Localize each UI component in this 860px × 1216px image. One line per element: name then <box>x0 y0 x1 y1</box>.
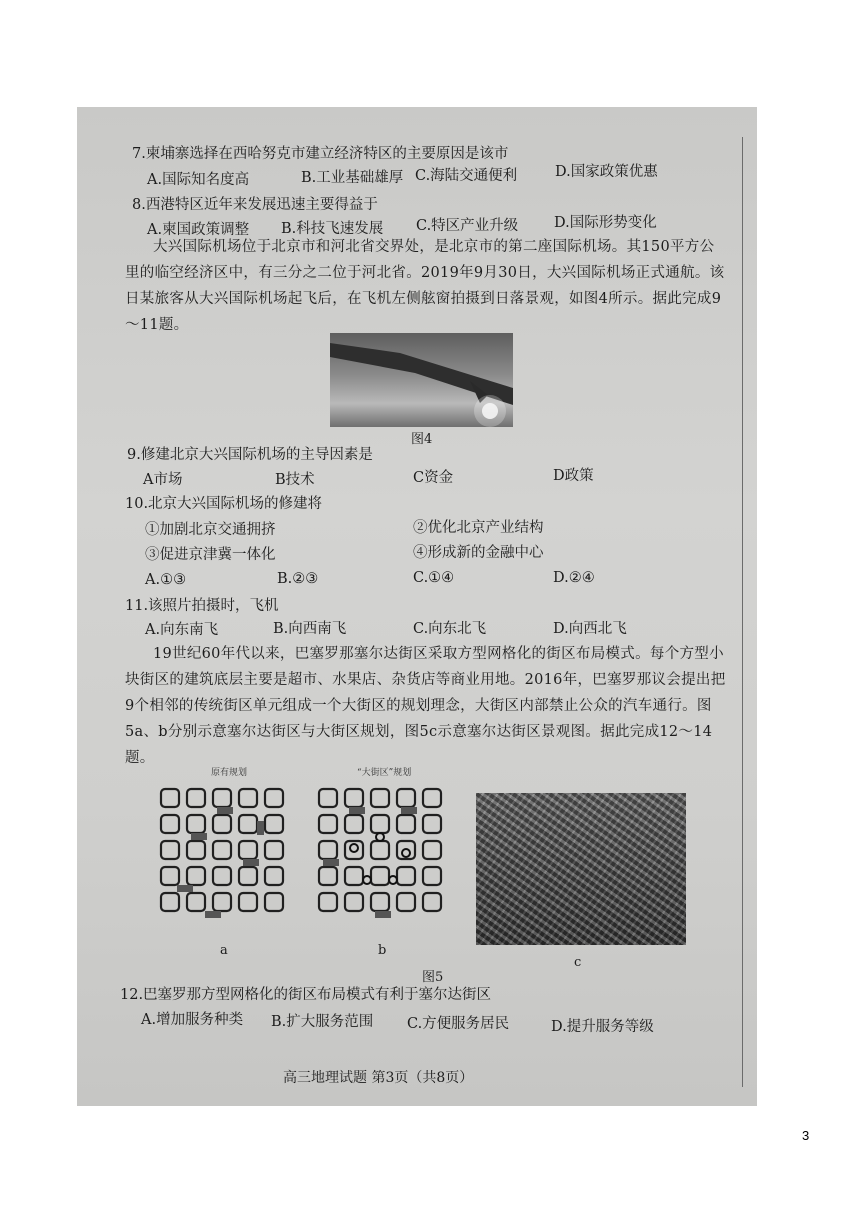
figure5b-superblock-diagram <box>315 785 450 920</box>
q10-option-d: D.②④ <box>553 570 595 586</box>
figure5a-grid-diagram <box>157 785 292 920</box>
q11-option-a: A.向东南飞 <box>145 622 219 638</box>
figure5c-aerial-photo <box>476 793 686 945</box>
page-number: 3 <box>802 1128 810 1143</box>
figure5a-label: a <box>220 943 228 958</box>
q10-statement-4: ④形成新的金融中心 <box>413 545 544 561</box>
q7-option-b: B.工业基础雄厚 <box>301 170 404 186</box>
figure5-caption: 图5 <box>422 970 444 985</box>
q11-option-c: C.向东北飞 <box>413 621 487 637</box>
q9-option-c: C资金 <box>413 470 454 486</box>
q9-option-b: B技术 <box>275 472 315 488</box>
q10-statement-1: ①加剧北京交通拥挤 <box>145 522 276 538</box>
q9-option-a: A市场 <box>143 472 183 488</box>
figure5c-label: c <box>574 955 582 970</box>
q7-stem: 7.柬埔寨选择在西哈努克市建立经济特区的主要原因是该市 <box>132 146 509 162</box>
figure5a-title: 原有规划 <box>211 768 248 778</box>
passage-barcelona: 19世纪60年代以来，巴塞罗那塞尔达街区采取方型网格化的街区布局模式。每个方型小块街区的建筑底层主要是超市、水果店、杂货店等商业用地。2016年，巴塞罗那议会提出把9个相邻的传统街区单元组成一个大街区的规划理念，大街区内部禁止公众的汽车通行。图5a、b分别示意塞尔达街区与大街区规划，图5c示意塞尔达街区景观图。据此完成12～14题。 <box>125 646 726 766</box>
q10-statement-3: ③促进京津冀一体化 <box>145 547 276 563</box>
figure5b-title: “大街区”规划 <box>357 768 412 778</box>
q12-option-a: A.增加服务种类 <box>141 1012 244 1028</box>
q11-stem: 11.该照片拍摄时，飞机 <box>125 598 279 614</box>
q9-stem: 9.修建北京大兴国际机场的主导因素是 <box>127 447 373 463</box>
q12-option-b: B.扩大服务范围 <box>271 1014 374 1030</box>
q10-option-c: C.①④ <box>413 570 455 586</box>
q12-option-d: D.提升服务等级 <box>551 1019 654 1035</box>
q7-option-a: A.国际知名度高 <box>147 172 250 188</box>
figure4-caption: 图4 <box>411 432 433 447</box>
q10-stem: 10.北京大兴国际机场的修建将 <box>125 496 323 512</box>
q8-option-c: C.特区产业升级 <box>416 218 519 234</box>
margin-rule <box>742 137 743 1087</box>
figure4-wing-photo <box>330 333 513 427</box>
q8-option-d: D.国际形势变化 <box>554 215 657 231</box>
q8-stem: 8.西港特区近年来发展迅速主要得益于 <box>132 197 378 213</box>
q7-option-d: D.国家政策优惠 <box>555 164 658 180</box>
q11-option-b: B.向西南飞 <box>273 621 347 637</box>
scanned-exam-page <box>77 107 757 1106</box>
q11-option-d: D.向西北飞 <box>553 621 627 637</box>
q10-option-a: A.①③ <box>145 572 187 588</box>
passage-airport: 大兴国际机场位于北京市和河北省交界处，是北京市的第二座国际机场。其150平方公里的临空经济区中，有三分之二位于河北省。2019年9月30日，大兴国际机场正式通航。该日某旅客从大兴国际机场起飞后，在飞机左侧舷窗拍摄到日落景观，如图4所示。据此完成9～11题。 <box>125 239 725 333</box>
q8-option-b: B.科技飞速发展 <box>281 221 384 237</box>
page-footer: 高三地理试题 第3页（共8页） <box>283 1070 474 1086</box>
q10-statement-2: ②优化北京产业结构 <box>413 520 544 536</box>
q12-option-c: C.方便服务居民 <box>407 1016 510 1032</box>
q7-option-c: C.海陆交通便利 <box>415 168 518 184</box>
q9-option-d: D政策 <box>553 468 594 484</box>
figure5b-label: b <box>378 943 387 958</box>
q12-stem: 12.巴塞罗那方型网格化的街区布局模式有利于塞尔达街区 <box>120 987 492 1003</box>
q8-option-a: A.柬国政策调整 <box>147 222 250 238</box>
q10-option-b: B.②③ <box>277 571 319 587</box>
